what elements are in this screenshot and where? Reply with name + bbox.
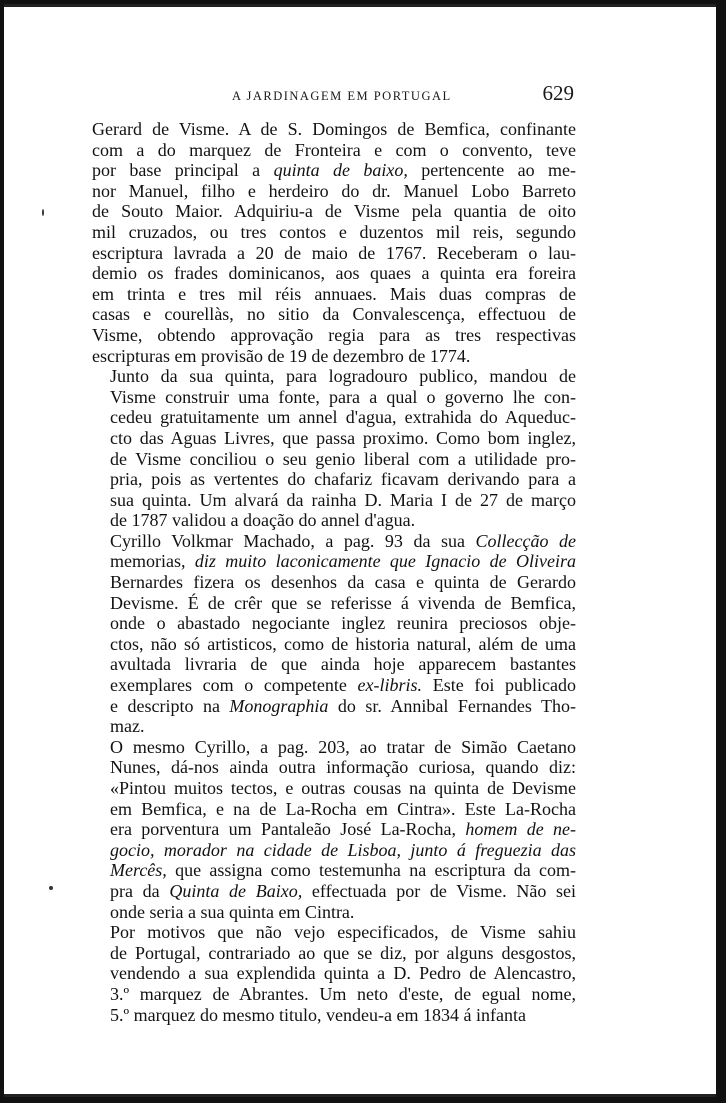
text-line: Bernardes fizera os desenhos da casa e quinta de Gerardo xyxy=(110,572,576,593)
text-line: sua quinta. Um alvará da rainha D. Maria I de 27 de março xyxy=(110,489,576,510)
text-line: Nunes, dá-nos ainda outra informação curiosa, quando diz: xyxy=(110,757,576,778)
text-line: demio os frades dominicanos, aos quaes a quinta era foreira xyxy=(92,263,576,284)
paragraph xyxy=(92,119,576,366)
text-line: vendendo a sua explendida quinta a D. Pedro de Alencastro, xyxy=(110,963,576,984)
text-line: onde seria a sua quinta em Cintra. xyxy=(110,901,355,922)
text-line: pra da Quinta de Baixo, effectuada por de Visme. Não sei xyxy=(110,880,577,901)
ink-speck-mark xyxy=(49,886,53,890)
text-line: Devisme. É de crêr que se referisse á vivenda de Bemfica, xyxy=(110,592,576,613)
text-line: mil cruzados, ou tres contos e duzentos mil reis, segundo xyxy=(92,221,576,242)
text-line: nor Manuel, filho e herdeiro do dr. Manuel Lobo Barreto xyxy=(92,180,576,201)
text-line: memorias, diz muito laconicamente que Ignacio de Oliveira xyxy=(110,551,576,572)
text-line: de 1787 validou a doação do annel d'agua. xyxy=(110,510,416,531)
text-line: em trinta e tres mil réis annuaes. Mais duas compras de xyxy=(92,283,576,304)
book-page xyxy=(4,4,716,1097)
text-line: cedeu gratuitamente um annel d'agua, extrahida do Aqueduc- xyxy=(110,407,576,428)
text-line: 5.º marquez do mesmo titulo, vendeu-a em 1834 á infanta xyxy=(110,1004,526,1025)
text-line: e descripto na Monographia do sr. Annibal Fernandes Tho- xyxy=(110,695,576,716)
text-line: avultada livraria de que ainda hoje apparecem bastantes xyxy=(110,654,576,675)
page-header xyxy=(94,81,574,106)
ink-speck-mark xyxy=(42,209,44,216)
text-line: Por motivos que não vejo especificados, de Visme sahiu xyxy=(110,922,576,943)
text-line: Junto da sua quinta, para logradouro publico, mandou de xyxy=(110,366,576,387)
text-line: maz. xyxy=(110,716,145,737)
text-line: exemplares com o competente ex-libris. Este foi publicado xyxy=(110,675,576,696)
text-line: Visme, obtendo approvação regia para as tres respectivas xyxy=(92,324,576,345)
text-line: O mesmo Cyrillo, a pag. 203, ao tratar de Simão Caetano xyxy=(110,736,576,757)
page-number: 629 xyxy=(542,81,574,105)
paragraph xyxy=(92,366,576,531)
text-line: com a do marquez de Fronteira e com o convento, teve xyxy=(92,139,576,160)
text-line: por base principal a quinta de baixo, pertencente ao me- xyxy=(92,160,576,181)
text-line: de Portugal, contrariado ao que se diz, por alguns desgostos, xyxy=(110,942,576,963)
text-line: onde o abastado negociante inglez reunira preciosos obje- xyxy=(110,613,576,634)
text-line: Mercês, que assigna como testemunha na escriptura da com- xyxy=(110,860,576,881)
text-line: cto das Aguas Livres, que passa proximo. Como bom inglez, xyxy=(110,427,576,448)
text-line: «Pintou muitos tectos, e outras cousas na quinta de Devisme xyxy=(110,778,576,798)
body-text xyxy=(92,119,576,1025)
text-line: ctos, não só artisticos, como de historia natural, além de uma xyxy=(110,633,576,654)
text-line: era porventura um Pantaleão José La-Rocha, homem de ne- xyxy=(110,819,576,840)
running-title: A JARDINAGEM EM PORTUGAL xyxy=(232,89,452,103)
text-line: Visme construir uma fonte, para a qual o governo lhe con- xyxy=(110,386,576,407)
text-line: Gerard de Visme. A de S. Domingos de Bemfica, confinante xyxy=(92,119,576,139)
text-line: escripturas em provisão de 19 de dezembro de 1774. xyxy=(92,345,471,366)
text-line: casas e courellàs, no sitio da Convalescença, effectuou de xyxy=(92,304,576,325)
paragraph xyxy=(92,737,576,922)
paragraph xyxy=(92,531,576,737)
text-line: em Bemfica, e na de La-Rocha em Cintra». Este La-Rocha xyxy=(110,798,576,819)
text-line: gocio, morador na cidade de Lisboa, junto á freguezia das xyxy=(110,839,576,860)
text-line: Cyrillo Volkmar Machado, a pag. 93 da sua Collecção de xyxy=(110,530,576,551)
text-line: de Visme conciliou o seu genio liberal com a utilidade pro- xyxy=(110,448,576,469)
paragraph xyxy=(92,922,576,1025)
text-line: escriptura lavrada a 20 de maio de 1767. Receberam o lau- xyxy=(92,242,576,263)
text-line: pria, pois as vertentes do chafariz ficavam derivando para a xyxy=(110,469,576,490)
text-line: de Souto Maior. Adquiriu-a de Visme pela quantia de oito xyxy=(92,201,576,222)
text-line: 3.º marquez de Abrantes. Um neto d'este, de egual nome, xyxy=(110,983,576,1004)
